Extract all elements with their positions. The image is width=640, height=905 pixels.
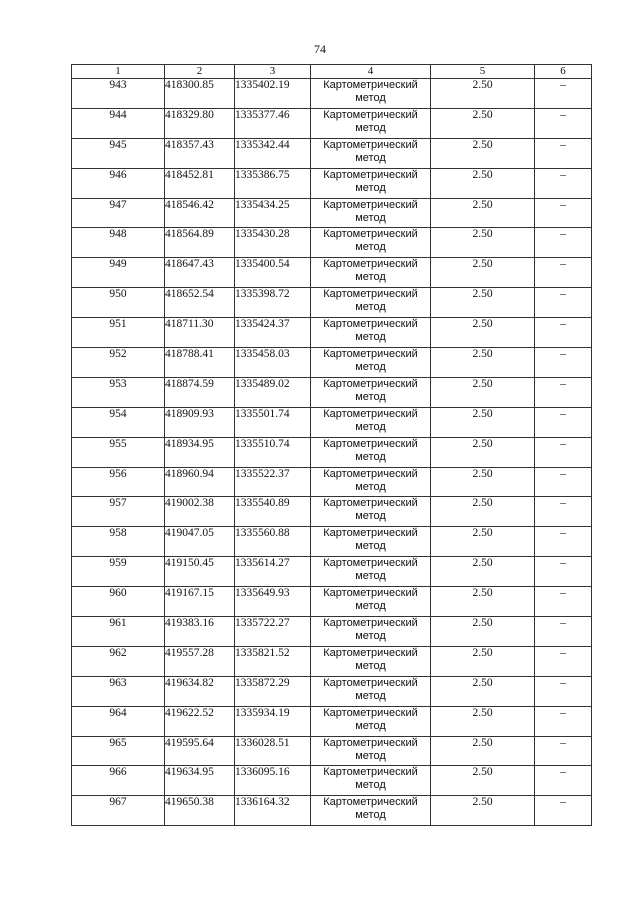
y-coordinate-cell: 1335398.72 bbox=[235, 288, 311, 318]
point-number-cell: 948 bbox=[72, 228, 165, 258]
x-coordinate-cell: 418300.85 bbox=[165, 79, 235, 109]
x-coordinate-cell: 418564.89 bbox=[165, 228, 235, 258]
x-coordinate-cell: 419383.16 bbox=[165, 617, 235, 647]
table-row bbox=[72, 228, 592, 258]
method-line-2: метод bbox=[355, 630, 386, 643]
accuracy-cell: 2.50 bbox=[431, 288, 535, 318]
accuracy-cell: 2.50 bbox=[431, 617, 535, 647]
method-cell bbox=[311, 796, 431, 826]
accuracy-cell: 2.50 bbox=[431, 108, 535, 138]
x-coordinate-cell: 419167.15 bbox=[165, 587, 235, 617]
method-line-2: метод bbox=[355, 151, 386, 164]
table-row bbox=[72, 318, 592, 348]
method-cell bbox=[311, 407, 431, 437]
method-cell bbox=[311, 736, 431, 766]
column-header: 5 bbox=[431, 65, 535, 79]
x-coordinate-cell: 418452.81 bbox=[165, 168, 235, 198]
y-coordinate-cell: 1335430.28 bbox=[235, 228, 311, 258]
note-cell: – bbox=[535, 79, 592, 109]
y-coordinate-cell: 1335510.74 bbox=[235, 437, 311, 467]
accuracy-cell: 2.50 bbox=[431, 527, 535, 557]
table-row bbox=[72, 796, 592, 826]
note-cell: – bbox=[535, 766, 592, 796]
accuracy-cell: 2.50 bbox=[431, 676, 535, 706]
accuracy-cell: 2.50 bbox=[431, 407, 535, 437]
x-coordinate-cell: 419595.64 bbox=[165, 736, 235, 766]
method-line-1: Картометрический bbox=[323, 766, 418, 779]
accuracy-cell: 2.50 bbox=[431, 437, 535, 467]
method-cell bbox=[311, 437, 431, 467]
method-line-2: метод bbox=[355, 779, 386, 792]
note-cell: – bbox=[535, 617, 592, 647]
method-line-1: Картометрический bbox=[323, 377, 418, 390]
x-coordinate-cell: 418934.95 bbox=[165, 437, 235, 467]
method-line-2: метод bbox=[355, 450, 386, 463]
method-cell bbox=[311, 138, 431, 168]
method-cell bbox=[311, 527, 431, 557]
method-cell bbox=[311, 676, 431, 706]
table-row bbox=[72, 736, 592, 766]
method-line-1: Картометрический bbox=[323, 557, 418, 570]
method-line-1: Картометрический bbox=[323, 527, 418, 540]
method-line-1: Картометрический bbox=[323, 437, 418, 450]
method-line-1: Картометрический bbox=[323, 467, 418, 480]
method-line-1: Картометрический bbox=[323, 258, 418, 271]
accuracy-cell: 2.50 bbox=[431, 587, 535, 617]
method-line-2: метод bbox=[355, 92, 386, 104]
accuracy-cell: 2.50 bbox=[431, 557, 535, 587]
x-coordinate-cell: 418652.54 bbox=[165, 288, 235, 318]
method-cell bbox=[311, 318, 431, 348]
note-cell: – bbox=[535, 557, 592, 587]
accuracy-cell: 2.50 bbox=[431, 796, 535, 826]
method-line-2: метод bbox=[355, 689, 386, 702]
column-number-row bbox=[72, 65, 592, 79]
y-coordinate-cell: 1335934.19 bbox=[235, 706, 311, 736]
y-coordinate-cell: 1335522.37 bbox=[235, 467, 311, 497]
y-coordinate-cell: 1335402.19 bbox=[235, 79, 311, 109]
coordinates-table bbox=[71, 64, 592, 826]
point-number-cell: 955 bbox=[72, 437, 165, 467]
point-number-cell: 946 bbox=[72, 168, 165, 198]
x-coordinate-cell: 419557.28 bbox=[165, 646, 235, 676]
method-line-1: Картометрический bbox=[323, 79, 418, 91]
point-number-cell: 962 bbox=[72, 646, 165, 676]
method-cell bbox=[311, 377, 431, 407]
table-body bbox=[72, 65, 592, 826]
note-cell: – bbox=[535, 288, 592, 318]
column-header: 3 bbox=[235, 65, 311, 79]
accuracy-cell: 2.50 bbox=[431, 766, 535, 796]
accuracy-cell: 2.50 bbox=[431, 497, 535, 527]
method-line-1: Картометрический bbox=[323, 617, 418, 630]
x-coordinate-cell: 418546.42 bbox=[165, 198, 235, 228]
method-line-2: метод bbox=[355, 719, 386, 732]
method-line-2: метод bbox=[355, 271, 386, 284]
method-line-1: Картометрический bbox=[323, 646, 418, 659]
y-coordinate-cell: 1335424.37 bbox=[235, 318, 311, 348]
x-coordinate-cell: 419150.45 bbox=[165, 557, 235, 587]
table-row bbox=[72, 407, 592, 437]
x-coordinate-cell: 419634.95 bbox=[165, 766, 235, 796]
accuracy-cell: 2.50 bbox=[431, 736, 535, 766]
point-number-cell: 952 bbox=[72, 348, 165, 378]
note-cell: – bbox=[535, 706, 592, 736]
note-cell: – bbox=[535, 467, 592, 497]
page-number: 74 bbox=[314, 42, 326, 56]
accuracy-cell: 2.50 bbox=[431, 706, 535, 736]
x-coordinate-cell: 418909.93 bbox=[165, 407, 235, 437]
note-cell: – bbox=[535, 676, 592, 706]
method-cell bbox=[311, 497, 431, 527]
x-coordinate-cell: 419047.05 bbox=[165, 527, 235, 557]
method-cell bbox=[311, 79, 431, 109]
table-row bbox=[72, 766, 592, 796]
x-coordinate-cell: 419002.38 bbox=[165, 497, 235, 527]
method-line-1: Картометрический bbox=[323, 497, 418, 510]
method-line-2: метод bbox=[355, 241, 386, 254]
method-cell bbox=[311, 557, 431, 587]
x-coordinate-cell: 418960.94 bbox=[165, 467, 235, 497]
accuracy-cell: 2.50 bbox=[431, 198, 535, 228]
point-number-cell: 944 bbox=[72, 108, 165, 138]
note-cell: – bbox=[535, 108, 592, 138]
method-line-2: метод bbox=[355, 181, 386, 194]
x-coordinate-cell: 418647.43 bbox=[165, 258, 235, 288]
y-coordinate-cell: 1335434.25 bbox=[235, 198, 311, 228]
method-line-2: метод bbox=[355, 211, 386, 224]
column-header: 6 bbox=[535, 65, 592, 79]
table-row bbox=[72, 706, 592, 736]
y-coordinate-cell: 1335560.88 bbox=[235, 527, 311, 557]
column-header: 2 bbox=[165, 65, 235, 79]
table-row bbox=[72, 288, 592, 318]
method-line-1: Картометрический bbox=[323, 108, 418, 121]
method-line-2: метод bbox=[355, 540, 386, 553]
x-coordinate-cell: 418874.59 bbox=[165, 377, 235, 407]
note-cell: – bbox=[535, 796, 592, 826]
note-cell: – bbox=[535, 736, 592, 766]
point-number-cell: 947 bbox=[72, 198, 165, 228]
note-cell: – bbox=[535, 377, 592, 407]
point-number-cell: 951 bbox=[72, 318, 165, 348]
column-header: 1 bbox=[72, 65, 165, 79]
method-line-2: метод bbox=[355, 510, 386, 523]
accuracy-cell: 2.50 bbox=[431, 318, 535, 348]
method-cell bbox=[311, 348, 431, 378]
y-coordinate-cell: 1335872.29 bbox=[235, 676, 311, 706]
accuracy-cell: 2.50 bbox=[431, 258, 535, 288]
accuracy-cell: 2.50 bbox=[431, 228, 535, 258]
note-cell: – bbox=[535, 646, 592, 676]
point-number-cell: 964 bbox=[72, 706, 165, 736]
point-number-cell: 954 bbox=[72, 407, 165, 437]
y-coordinate-cell: 1335649.93 bbox=[235, 587, 311, 617]
point-number-cell: 956 bbox=[72, 467, 165, 497]
table-row bbox=[72, 377, 592, 407]
table-row bbox=[72, 557, 592, 587]
y-coordinate-cell: 1335540.89 bbox=[235, 497, 311, 527]
method-line-1: Картометрический bbox=[323, 168, 418, 181]
point-number-cell: 943 bbox=[72, 79, 165, 109]
x-coordinate-cell: 419622.52 bbox=[165, 706, 235, 736]
point-number-cell: 953 bbox=[72, 377, 165, 407]
accuracy-cell: 2.50 bbox=[431, 377, 535, 407]
method-line-1: Картометрический bbox=[323, 198, 418, 211]
method-line-1: Картометрический bbox=[323, 407, 418, 420]
y-coordinate-cell: 1335377.46 bbox=[235, 108, 311, 138]
point-number-cell: 957 bbox=[72, 497, 165, 527]
method-line-2: метод bbox=[355, 121, 386, 134]
method-line-1: Картометрический bbox=[323, 676, 418, 689]
table-row bbox=[72, 527, 592, 557]
point-number-cell: 960 bbox=[72, 587, 165, 617]
method-line-2: метод bbox=[355, 659, 386, 672]
method-cell bbox=[311, 646, 431, 676]
method-line-1: Картометрический bbox=[323, 228, 418, 241]
table-row bbox=[72, 258, 592, 288]
method-line-2: метод bbox=[355, 600, 386, 613]
note-cell: – bbox=[535, 318, 592, 348]
column-header: 4 bbox=[311, 65, 431, 79]
x-coordinate-cell: 418788.41 bbox=[165, 348, 235, 378]
note-cell: – bbox=[535, 437, 592, 467]
method-cell bbox=[311, 467, 431, 497]
point-number-cell: 945 bbox=[72, 138, 165, 168]
method-line-1: Картометрический bbox=[323, 587, 418, 600]
y-coordinate-cell: 1335400.54 bbox=[235, 258, 311, 288]
y-coordinate-cell: 1335722.27 bbox=[235, 617, 311, 647]
note-cell: – bbox=[535, 587, 592, 617]
table-row bbox=[72, 676, 592, 706]
y-coordinate-cell: 1335614.27 bbox=[235, 557, 311, 587]
method-line-1: Картометрический bbox=[323, 288, 418, 301]
method-line-1: Картометрический bbox=[323, 138, 418, 151]
x-coordinate-cell: 419650.38 bbox=[165, 796, 235, 826]
point-number-cell: 961 bbox=[72, 617, 165, 647]
method-line-2: метод bbox=[355, 390, 386, 403]
method-line-2: метод bbox=[355, 420, 386, 433]
accuracy-cell: 2.50 bbox=[431, 79, 535, 109]
method-cell bbox=[311, 168, 431, 198]
method-cell bbox=[311, 108, 431, 138]
method-line-1: Картометрический bbox=[323, 348, 418, 361]
method-cell bbox=[311, 766, 431, 796]
y-coordinate-cell: 1335489.02 bbox=[235, 377, 311, 407]
method-line-2: метод bbox=[355, 361, 386, 374]
x-coordinate-cell: 418329.80 bbox=[165, 108, 235, 138]
y-coordinate-cell: 1335458.03 bbox=[235, 348, 311, 378]
y-coordinate-cell: 1336095.16 bbox=[235, 766, 311, 796]
method-line-1: Картометрический bbox=[323, 736, 418, 749]
note-cell: – bbox=[535, 407, 592, 437]
method-line-2: метод bbox=[355, 480, 386, 493]
method-line-2: метод bbox=[355, 570, 386, 583]
accuracy-cell: 2.50 bbox=[431, 138, 535, 168]
method-line-2: метод bbox=[355, 331, 386, 344]
method-line-2: метод bbox=[355, 301, 386, 314]
point-number-cell: 959 bbox=[72, 557, 165, 587]
y-coordinate-cell: 1336164.32 bbox=[235, 796, 311, 826]
method-cell bbox=[311, 587, 431, 617]
point-number-cell: 949 bbox=[72, 258, 165, 288]
method-cell bbox=[311, 228, 431, 258]
point-number-cell: 950 bbox=[72, 288, 165, 318]
method-line-1: Картометрический bbox=[323, 796, 418, 809]
method-line-1: Картометрический bbox=[323, 318, 418, 331]
table-row bbox=[72, 79, 592, 109]
y-coordinate-cell: 1335342.44 bbox=[235, 138, 311, 168]
accuracy-cell: 2.50 bbox=[431, 168, 535, 198]
point-number-cell: 965 bbox=[72, 736, 165, 766]
point-number-cell: 963 bbox=[72, 676, 165, 706]
x-coordinate-cell: 418357.43 bbox=[165, 138, 235, 168]
note-cell: – bbox=[535, 497, 592, 527]
point-number-cell: 966 bbox=[72, 766, 165, 796]
point-number-cell: 967 bbox=[72, 796, 165, 826]
method-line-2: метод bbox=[355, 749, 386, 762]
method-cell bbox=[311, 617, 431, 647]
accuracy-cell: 2.50 bbox=[431, 646, 535, 676]
table-row bbox=[72, 138, 592, 168]
y-coordinate-cell: 1335821.52 bbox=[235, 646, 311, 676]
table-row bbox=[72, 198, 592, 228]
table-row bbox=[72, 437, 592, 467]
method-line-1: Картометрический bbox=[323, 706, 418, 719]
point-number-cell: 958 bbox=[72, 527, 165, 557]
table-row bbox=[72, 348, 592, 378]
note-cell: – bbox=[535, 198, 592, 228]
note-cell: – bbox=[535, 258, 592, 288]
note-cell: – bbox=[535, 168, 592, 198]
table-row bbox=[72, 168, 592, 198]
y-coordinate-cell: 1335501.74 bbox=[235, 407, 311, 437]
note-cell: – bbox=[535, 138, 592, 168]
table-row bbox=[72, 646, 592, 676]
accuracy-cell: 2.50 bbox=[431, 467, 535, 497]
note-cell: – bbox=[535, 527, 592, 557]
table-row bbox=[72, 497, 592, 527]
y-coordinate-cell: 1336028.51 bbox=[235, 736, 311, 766]
note-cell: – bbox=[535, 348, 592, 378]
y-coordinate-cell: 1335386.75 bbox=[235, 168, 311, 198]
note-cell: – bbox=[535, 228, 592, 258]
method-cell bbox=[311, 706, 431, 736]
table-row bbox=[72, 467, 592, 497]
method-cell bbox=[311, 288, 431, 318]
table-row bbox=[72, 108, 592, 138]
x-coordinate-cell: 418711.30 bbox=[165, 318, 235, 348]
method-cell bbox=[311, 258, 431, 288]
method-cell bbox=[311, 198, 431, 228]
x-coordinate-cell: 419634.82 bbox=[165, 676, 235, 706]
accuracy-cell: 2.50 bbox=[431, 348, 535, 378]
method-line-2: метод bbox=[355, 809, 386, 822]
table-row bbox=[72, 617, 592, 647]
table-row bbox=[72, 587, 592, 617]
